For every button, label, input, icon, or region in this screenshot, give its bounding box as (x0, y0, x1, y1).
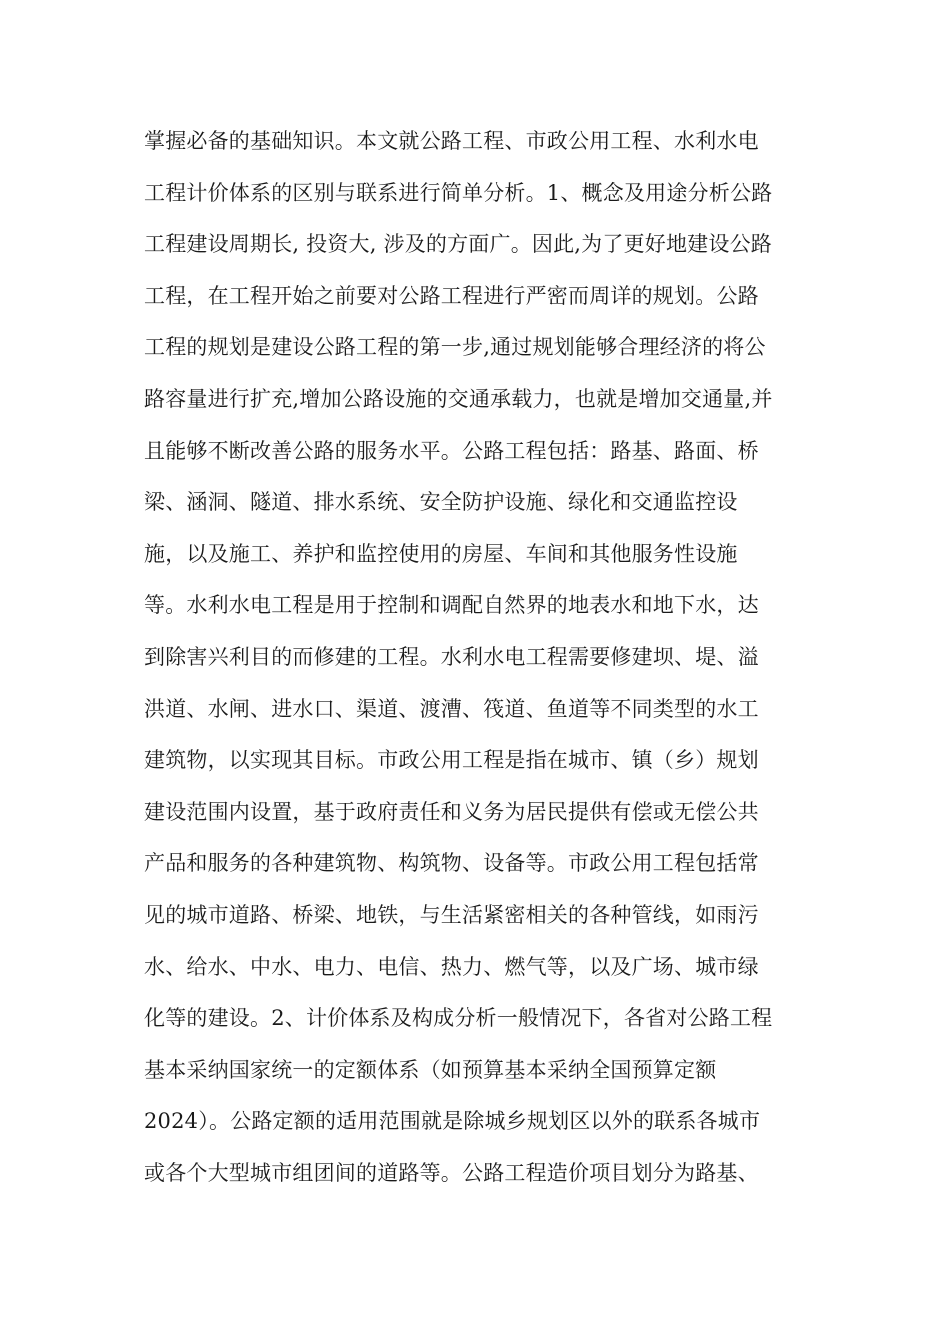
text-line: 工程计价体系的区别与联系进行简单分析。1、概念及用途分析公路 (144, 180, 773, 205)
text-line: 建筑物，以实现其目标。市政公用工程是指在城市、镇（乡）规划 (144, 748, 759, 773)
text-line: 到除害兴利目的而修建的工程。水利水电工程需要修建坝、堤、溢 (144, 644, 759, 669)
text-line: 或各个大型城市组团间的道路等。公路工程造价项目划分为路基、 (144, 1160, 759, 1185)
text-line: 基本采纳国家统一的定额体系（如预算基本采纳全国预算定额 (144, 1057, 717, 1082)
text-line: 梁、涵洞、隧道、排水系统、安全防护设施、绿化和交通监控设 (144, 490, 738, 515)
text-line: 工程的规划是建设公路工程的第一步,通过规划能够合理经济的将公 (144, 335, 766, 360)
text-line: 产品和服务的各种建筑物、构筑物、设备等。市政公用工程包括常 (144, 851, 759, 876)
text-line: 施，以及施工、养护和监控使用的房屋、车间和其他服务性设施 (144, 541, 738, 566)
text-line: 建设范围内设置，基于政府责任和义务为居民提供有偿或无偿公共 (144, 799, 759, 824)
text-line: 掌握必备的基础知识。本文就公路工程、市政公用工程、水利水电 (144, 129, 759, 153)
text-line: 工程，在工程开始之前要对公路工程进行严密而周详的规划。公路 (144, 283, 759, 308)
text-line: 等。水利水电工程是用于控制和调配自然界的地表水和地下水，达 (144, 593, 759, 618)
text-line: 2024）。公路定额的适用范围就是除城乡规划区以外的联系各城市 (144, 1109, 761, 1134)
text-line: 见的城市道路、桥梁、地铁，与生活紧密相关的各种管线，如雨污 (144, 902, 759, 927)
body-text (144, 116, 824, 1199)
text-line: 化等的建设。2、计价体系及构成分析一般情况下，各省对公路工程 (144, 1006, 773, 1031)
text-line: 且能够不断改善公路的服务水平。公路工程包括：路基、路面、桥 (144, 438, 759, 463)
text-line: 水、给水、中水、电力、电信、热力、燃气等，以及广场、城市绿 (144, 954, 759, 979)
text-line: 路容量进行扩充,增加公路设施的交通承载力，也就是增加交通量,并 (144, 386, 773, 411)
text-line: 工程建设周期长, 投资大, 涉及的方面广。因此,为了更好地建设公路 (144, 232, 772, 257)
text-line: 洪道、水闸、进水口、渠道、渡漕、筏道、鱼道等不同类型的水工 (144, 696, 759, 721)
